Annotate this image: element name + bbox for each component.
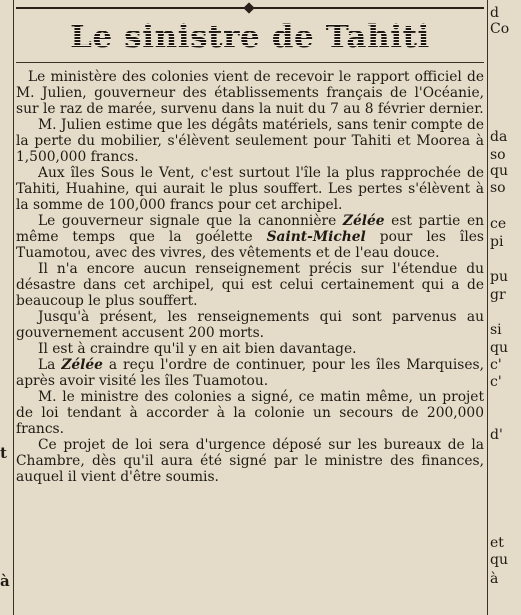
paragraph-no-information: Il n'a encore aucun renseignement précis sur l'étendue du désastre dans cet archipel, qui est celui certainement qui a de beaucoup le plus souffert. xyxy=(16,261,484,309)
left-fragment-text: t xyxy=(0,444,7,462)
paragraph-gunboat: Le gouverneur signale que la canonnière Zélée est partie en même temps que la goélette Saint-Michel pour les îles Tuamotou, avec des vivres, des vêtements et de l'eau douce. xyxy=(16,213,484,261)
title-underline xyxy=(16,62,484,63)
column-rule-right xyxy=(487,0,488,615)
right-column-fragment xyxy=(490,0,521,615)
right-fragment-text: pi xyxy=(490,234,504,250)
right-fragment-text: gr xyxy=(490,287,506,303)
column-rule-left xyxy=(13,0,14,615)
right-fragment-text: à xyxy=(490,571,499,587)
right-fragment-text: d' xyxy=(490,427,503,443)
right-fragment-text: Co xyxy=(490,21,510,37)
paragraph-bill: M. le ministre des colonies a signé, ce matin même, un projet de loi tendant à accorder à la colonie un secours de 200,000 francs. xyxy=(16,389,484,437)
left-fragment-text: à xyxy=(0,572,10,590)
right-fragment-text: si xyxy=(490,322,502,338)
right-fragment-text: d xyxy=(490,5,499,21)
right-fragment-text: qu xyxy=(490,552,508,568)
ship-name: Zélée xyxy=(342,213,385,229)
right-fragment-text: qu xyxy=(490,163,508,179)
right-fragment-text: pu xyxy=(490,269,508,285)
ship-name: Zélée xyxy=(61,357,103,373)
right-fragment-text: qu xyxy=(490,340,508,356)
ship-name: Saint-Michel xyxy=(266,229,366,245)
paragraph-chamber: Ce projet de loi sera d'urgence déposé sur les bureaux de la Chambre, dès qu'il aura été signé par le ministre des finances, auquel il vient d'être soumis. xyxy=(16,437,484,485)
right-fragment-text: so xyxy=(490,180,506,196)
paragraph-deaths: Jusqu'à présent, les renseignements qui sont parvenus au gouvernement accusent 200 morts. xyxy=(16,309,484,341)
article-body xyxy=(16,69,484,485)
article-title: Le sinistre de Tahiti xyxy=(16,14,484,60)
left-column-fragment xyxy=(0,0,13,615)
paragraph-damages: M. Julien estime que les dégâts matériels, sans tenir compte de la perte du mobilier, s'élèvent seulement pour Tahiti et Moorea à 1,500,000 francs. xyxy=(16,117,484,165)
right-fragment-text: c' xyxy=(490,357,502,373)
paragraph-leeward-islands: Aux îles Sous le Vent, c'est surtout l'île la plus rapprochée de Tahiti, Huahine, qui aurait le plus souffert. Les pertes s'élèvent à la somme de 100,000 francs pour cet archipel. xyxy=(16,165,484,213)
right-fragment-text: c' xyxy=(490,374,502,390)
right-fragment-text: et xyxy=(490,535,504,551)
article xyxy=(16,0,484,615)
paragraph-fear: Il est à craindre qu'il y en ait bien davantage. xyxy=(38,341,357,357)
right-fragment-text: so xyxy=(490,147,506,163)
paragraph-marquesas: La Zélée a reçu l'ordre de continuer, pour les îles Marquises, après avoir visité les îles Tuamotou. xyxy=(16,357,484,389)
right-fragment-text: ce xyxy=(490,216,507,232)
paragraph-report: Le ministère des colonies vient de recevoir le rapport officiel de M. Julien, gouverneur des établissements français de l'Océanie, sur le raz de marée, survenu dans la nuit du 7 au 8 février dernier. xyxy=(16,69,484,117)
right-fragment-text: da xyxy=(490,129,508,145)
rule-ornament xyxy=(228,4,270,12)
